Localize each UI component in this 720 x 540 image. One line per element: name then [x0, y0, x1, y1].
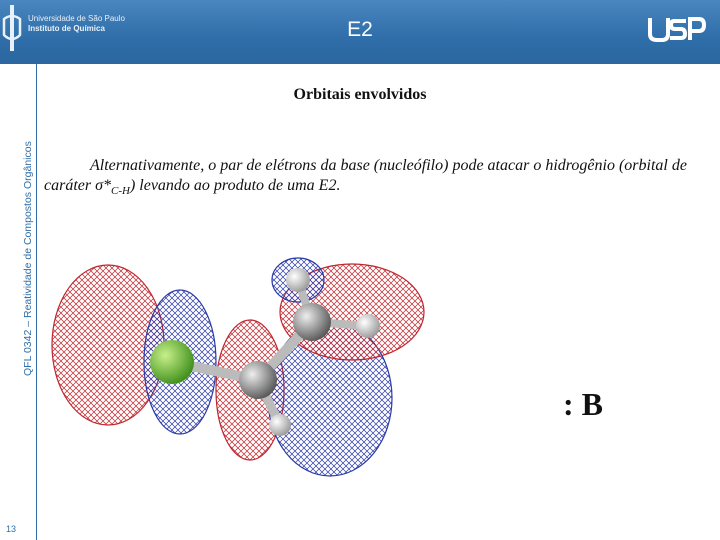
slide-subtitle: Orbitais envolvidos [293, 86, 427, 103]
sidebar-divider [36, 64, 37, 540]
paragraph-text-1: Alternativamente, o par de elétrons da base (nucleófilo) pode atacar o hidrogênio (orbital de caráter σ* [44, 157, 687, 194]
body-paragraph [44, 156, 694, 201]
slide-title: E2 [347, 18, 373, 41]
slide-header [0, 0, 720, 64]
hydrogen-atom-3 [269, 414, 291, 436]
base-label: : B [563, 386, 603, 422]
orbital-illustration [40, 250, 560, 540]
carbon-atom-1 [239, 361, 277, 399]
hydrogen-atom-2 [356, 314, 380, 338]
course-label: QFL 0342 – Reatividade de Compostos Orgânicos [22, 141, 34, 376]
institution-line1: Universidade de São Paulo [28, 14, 125, 23]
hydrogen-atom-1 [286, 268, 310, 292]
chlorine-atom [150, 340, 194, 384]
orbital-lobes [52, 258, 424, 476]
paragraph-text-2: ) levando ao produto de uma E2. [129, 177, 341, 194]
paragraph-subscript: C-H [111, 185, 130, 198]
usp-logo-icon [648, 16, 706, 42]
carbon-atom-2 [293, 303, 331, 341]
page-number: 13 [6, 524, 17, 534]
institution-line2: Instituto de Química [28, 24, 105, 33]
